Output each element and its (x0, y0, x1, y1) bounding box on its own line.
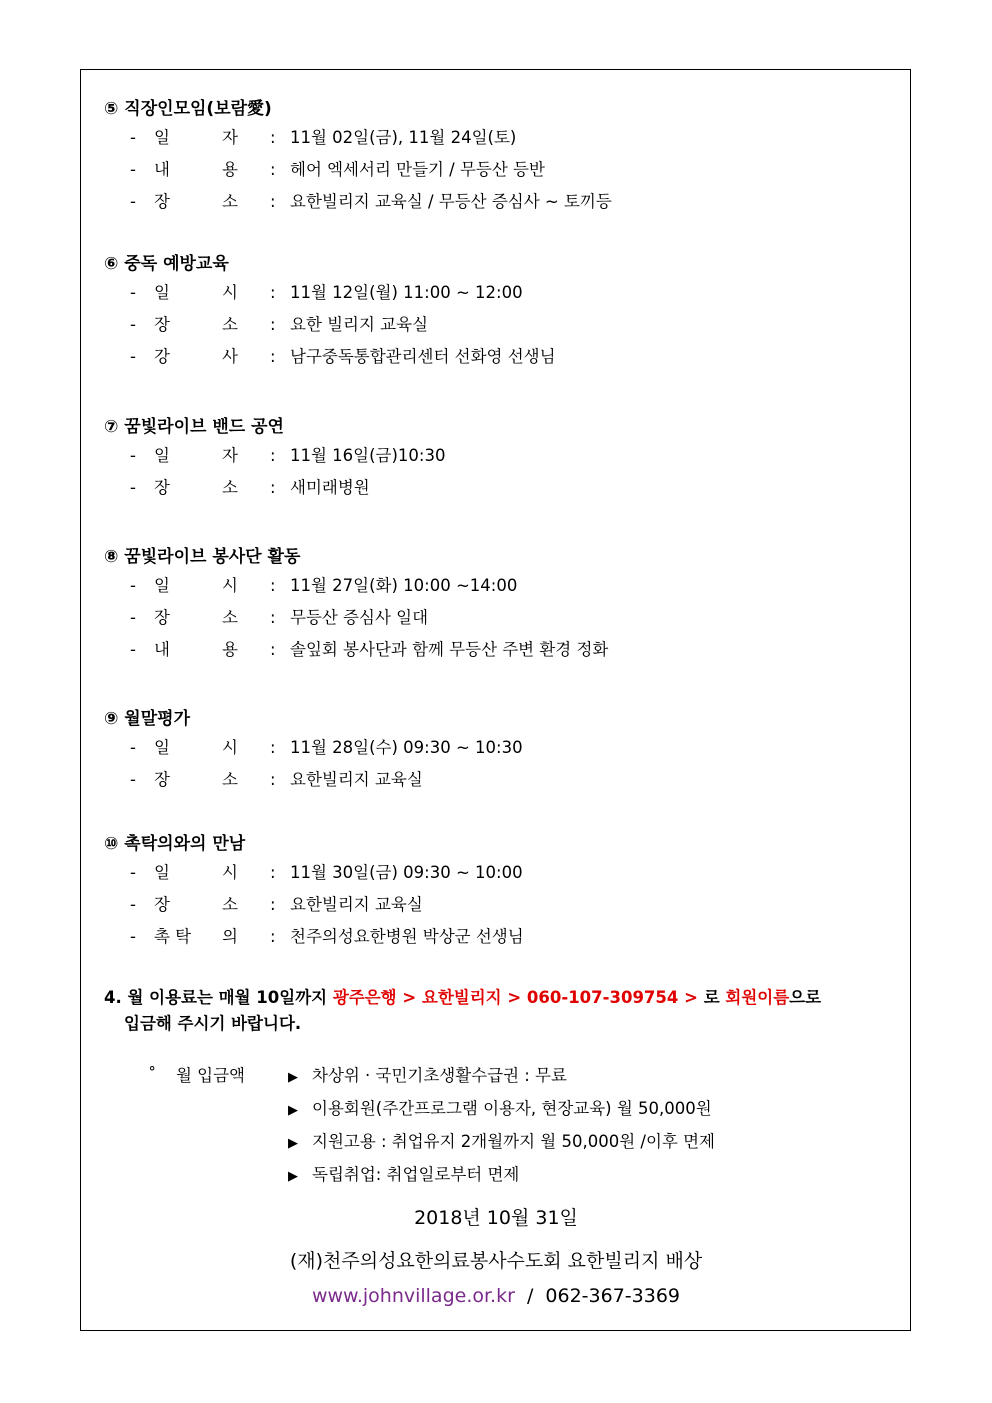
deposit-item-text: 차상위 · 국민기초생활수급권 : 무료 (312, 1066, 567, 1085)
row-dash: - (130, 283, 136, 302)
website-link[interactable]: www.johnvillage.or.kr (311, 1285, 515, 1307)
row-label (154, 734, 270, 758)
row-colon: : (270, 160, 276, 179)
row-dash: - (130, 770, 136, 789)
row-label (154, 923, 270, 947)
section-row (130, 734, 523, 758)
row-colon: : (270, 283, 276, 302)
row-label-first: 일 (154, 128, 170, 147)
section-row (130, 766, 423, 790)
row-label-last: 소 (222, 608, 238, 627)
section-title: ⑥ 중독 예방교육 (104, 254, 229, 274)
row-dash: - (130, 738, 136, 757)
row-colon: : (270, 770, 276, 789)
deposit-item (288, 1161, 519, 1185)
row-colon: : (270, 863, 276, 882)
row-label-first: 내 (154, 160, 170, 179)
row-dash: - (130, 927, 136, 946)
row-value: 솔잎회 봉사단과 함께 무등산 주변 환경 정화 (290, 640, 609, 659)
row-label-first: 일 (154, 738, 170, 757)
section-title: ⑦ 꿈빛라이브 밴드 공연 (104, 417, 284, 437)
bullet-icon: ˚ (148, 1066, 157, 1085)
row-label-first: 일 (154, 863, 170, 882)
fee-text: 로 (697, 988, 726, 1007)
row-label-last: 소 (222, 770, 238, 789)
section-row (130, 923, 524, 947)
row-label-first: 장 (154, 608, 170, 627)
section-row (130, 279, 523, 303)
row-label-last: 시 (222, 283, 238, 302)
row-colon: : (270, 608, 276, 627)
row-label (154, 188, 270, 212)
row-colon: : (270, 640, 276, 659)
section-title: ⑨ 월말평가 (104, 709, 190, 729)
row-value: 요한빌리지 교육실 / 무등산 증심사 ~ 토끼등 (290, 192, 612, 211)
section-row (130, 572, 517, 596)
row-colon: : (270, 927, 276, 946)
row-value: 무등산 증심사 일대 (290, 608, 429, 627)
row-colon: : (270, 192, 276, 211)
section-row (130, 636, 608, 660)
row-dash: - (130, 160, 136, 179)
row-dash: - (130, 576, 136, 595)
row-colon: : (270, 478, 276, 497)
row-value: 헤어 엑세서리 만들기 / 무등산 등반 (290, 160, 545, 179)
row-value: 요한빌리지 교육실 (290, 770, 423, 789)
row-value: 요한 빌리지 교육실 (290, 315, 429, 334)
row-label-last: 소 (222, 192, 238, 211)
row-dash: - (130, 640, 136, 659)
deposit-label-text: 월 입금액 (176, 1066, 246, 1085)
organization-name: (재)천주의성요한의료봉사수도회 요한빌리지 배상 (289, 1250, 703, 1272)
triangle-bullet-icon: ▶ (288, 1070, 298, 1085)
row-value: 11월 02일(금), 11월 24일(토) (290, 128, 517, 147)
bank-account: 광주은행 > 요한빌리지 > 060-107-309754 > (332, 988, 698, 1007)
row-colon: : (270, 895, 276, 914)
fee-notice-line1 (104, 984, 821, 1008)
row-label (154, 279, 270, 303)
phone-number: 062-367-3369 (545, 1285, 681, 1307)
row-label-first: 일 (154, 446, 170, 465)
row-label-first: 장 (154, 478, 170, 497)
row-label-last: 시 (222, 738, 238, 757)
fee-text: 으로 (789, 988, 822, 1007)
row-label-last: 용 (222, 160, 238, 179)
row-value: 천주의성요한병원 박상군 선생님 (290, 927, 524, 946)
row-label-last: 사 (222, 347, 238, 366)
row-label (154, 311, 270, 335)
deposit-label (148, 1062, 245, 1086)
section-title: ⑧ 꿈빛라이브 봉사단 활동 (104, 547, 301, 567)
row-label-first: 장 (154, 192, 170, 211)
row-colon: : (270, 315, 276, 334)
section-row (130, 343, 556, 367)
section-title: ⑤ 직장인모임(보람愛) (104, 99, 272, 119)
row-label (154, 474, 270, 498)
row-dash: - (130, 128, 136, 147)
row-dash: - (130, 863, 136, 882)
deposit-item-text: 지원고용 : 취업유지 2개월까지 월 50,000원 /이후 면제 (312, 1132, 715, 1151)
row-value: 11월 28일(수) 09:30 ~ 10:30 (290, 738, 523, 757)
section-row (130, 474, 370, 498)
row-label-last: 자 (222, 446, 238, 465)
row-label (154, 604, 270, 628)
row-dash: - (130, 478, 136, 497)
triangle-bullet-icon: ▶ (288, 1136, 298, 1151)
row-value: 남구중독통합관리센터 선화영 선생님 (290, 347, 556, 366)
row-label (154, 343, 270, 367)
row-label-first: 장 (154, 895, 170, 914)
row-label (154, 891, 270, 915)
row-label-last: 소 (222, 895, 238, 914)
row-label-first: 촉 탁 (154, 927, 192, 946)
row-label-first: 강 (154, 347, 170, 366)
row-dash: - (130, 895, 136, 914)
row-value: 요한빌리지 교육실 (290, 895, 423, 914)
section-row (130, 604, 428, 628)
row-dash: - (130, 608, 136, 627)
row-value: 11월 30일(금) 09:30 ~ 10:00 (290, 863, 523, 882)
row-label (154, 859, 270, 883)
row-label-first: 내 (154, 640, 170, 659)
row-dash: - (130, 192, 136, 211)
deposit-item (288, 1128, 715, 1152)
row-label-last: 용 (222, 640, 238, 659)
row-label-last: 자 (222, 128, 238, 147)
row-label-last: 의 (222, 927, 238, 946)
row-value: 새미래병원 (290, 478, 370, 497)
row-colon: : (270, 347, 276, 366)
section-title: ⑩ 촉탁의와의 만남 (104, 834, 246, 854)
row-label-first: 장 (154, 770, 170, 789)
row-label (154, 156, 270, 180)
row-colon: : (270, 576, 276, 595)
row-label-last: 소 (222, 315, 238, 334)
row-label-last: 소 (222, 478, 238, 497)
member-name-highlight: 회원이름 (725, 988, 790, 1007)
row-colon: : (270, 128, 276, 147)
deposit-item-text: 이용회원(주간프로그램 이용자, 현장교육) 월 50,000원 (312, 1099, 712, 1118)
row-colon: : (270, 446, 276, 465)
row-dash: - (130, 315, 136, 334)
row-label-first: 일 (154, 283, 170, 302)
contact-line (0, 1285, 992, 1307)
row-dash: - (130, 347, 136, 366)
section-row (130, 859, 523, 883)
row-colon: : (270, 738, 276, 757)
row-label (154, 766, 270, 790)
row-value: 11월 12일(월) 11:00 ~ 12:00 (290, 283, 523, 302)
fee-text: 4. 월 이용료는 매월 10일까지 (104, 988, 333, 1007)
contact-separator: / (526, 1285, 534, 1307)
section-row (130, 156, 545, 180)
deposit-item (288, 1062, 567, 1086)
section-row (130, 891, 423, 915)
section-row (130, 188, 612, 212)
triangle-bullet-icon: ▶ (288, 1103, 298, 1118)
fee-notice-line2: 입금해 주시기 바랍니다. (124, 1014, 302, 1033)
section-row (130, 442, 445, 466)
row-value: 11월 27일(화) 10:00 ~14:00 (290, 576, 518, 595)
row-label-first: 장 (154, 315, 170, 334)
row-label-first: 일 (154, 576, 170, 595)
row-label (154, 572, 270, 596)
row-dash: - (130, 446, 136, 465)
triangle-bullet-icon: ▶ (288, 1169, 298, 1184)
deposit-item (288, 1095, 712, 1119)
row-label (154, 442, 270, 466)
row-value: 11월 16일(금)10:30 (290, 446, 446, 465)
row-label-last: 시 (222, 863, 238, 882)
document-date: 2018년 10월 31일 (414, 1207, 578, 1229)
row-label-last: 시 (222, 576, 238, 595)
row-label (154, 124, 270, 148)
deposit-item-text: 독립취업: 취업일로부터 면제 (312, 1165, 520, 1184)
section-row (130, 311, 428, 335)
section-row (130, 124, 516, 148)
row-label (154, 636, 270, 660)
